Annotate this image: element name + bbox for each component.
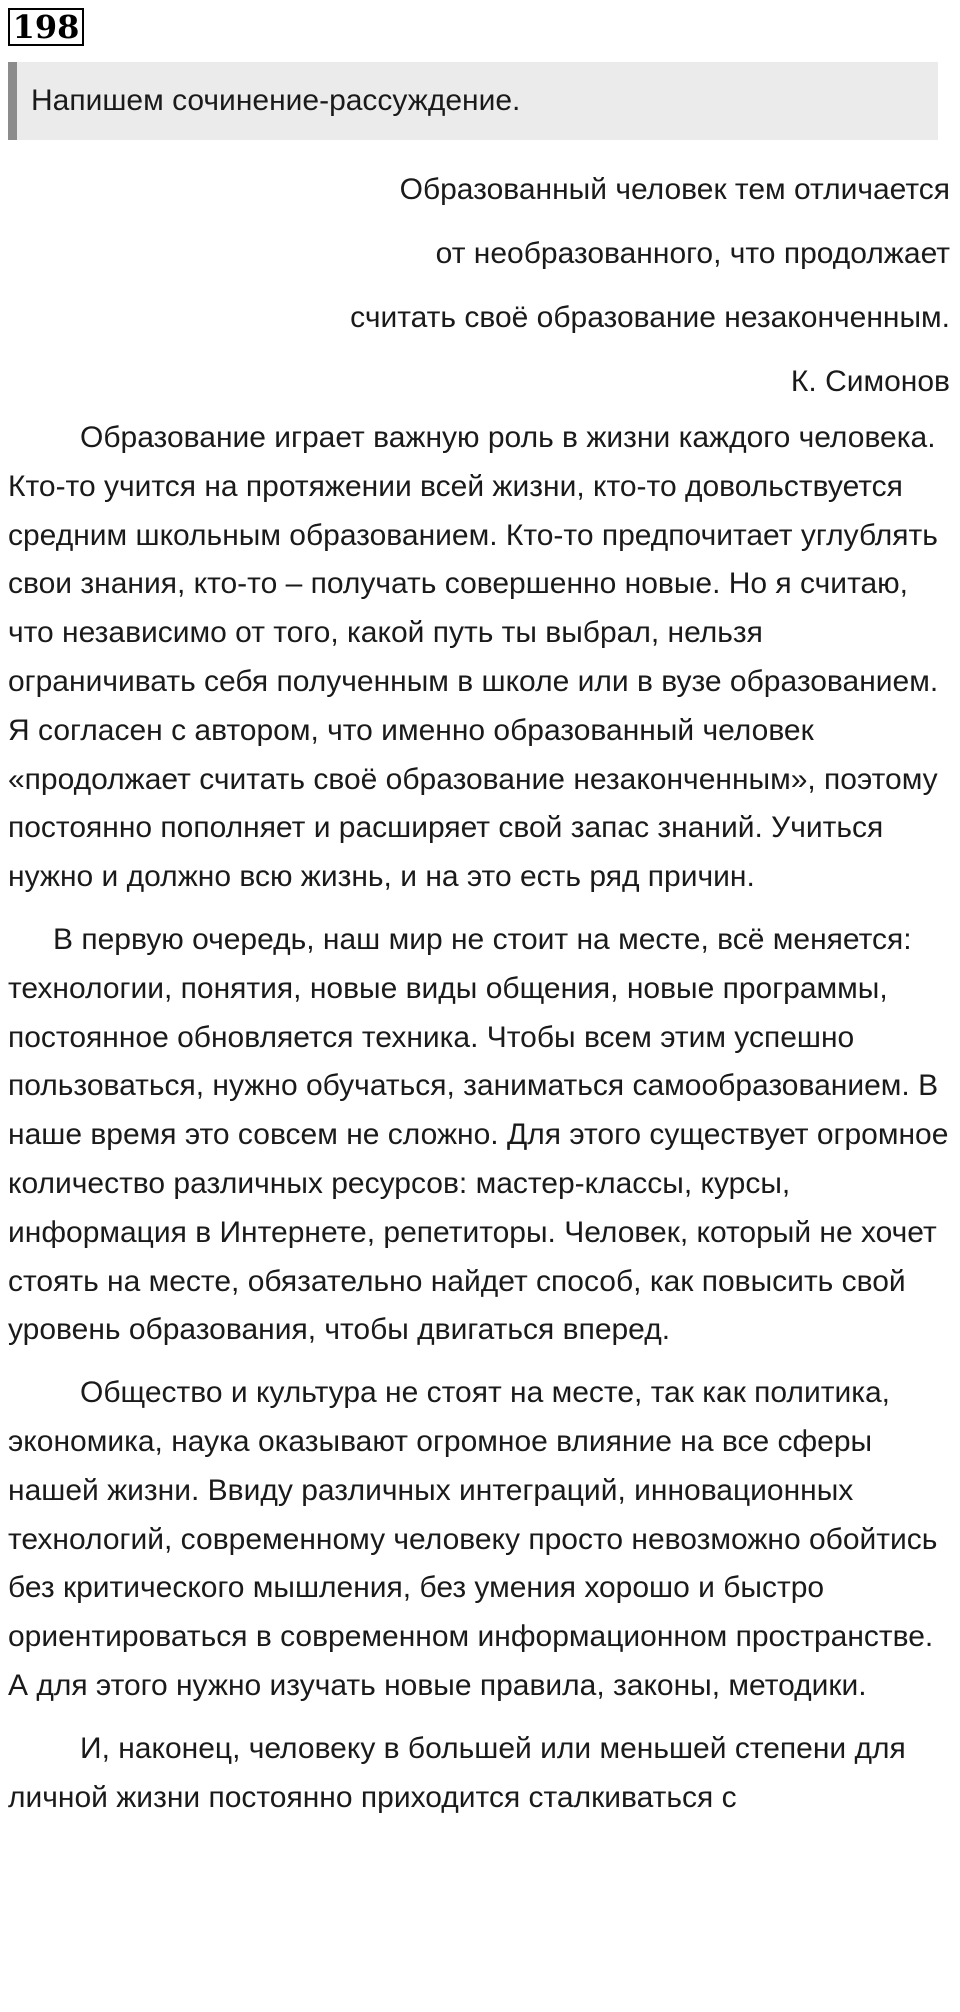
- assignment-banner: [8, 62, 938, 140]
- essay-paragraph: И, наконец, человеку в большей или меньшей степени для личной жизни постоянно приходится сталкиваться с: [8, 1731, 906, 1814]
- epigraph-line: считать своё образование незаконченным.: [350, 301, 950, 334]
- epigraph-line: от необразованного, что продолжает: [435, 237, 950, 270]
- epigraph-author: К. Симонов: [790, 365, 950, 398]
- essay-body: [8, 414, 953, 1822]
- essay-paragraph: Образование играет важную роль в жизни каждого человека. Кто-то учится на протяжении всей жизни, кто-то довольствуется средним школьным образованием. Кто-то предпочитает углублять свои знания, кто-то – получать совершенно новые. Но я считаю, что независимо от того, какой путь ты выбрал, нельзя ограничивать себя полученным в школе или в вузе образованием. Я согласен с автором, что именно образованный человек «продолжает считать своё образование незаконченным», поэтому постоянно пополняет и расширяет свой запас знаний. Учиться нужно и должно всю жизнь, и на это есть ряд причин.: [8, 421, 939, 894]
- assignment-text: Напишем сочинение-рассуждение.: [31, 84, 521, 117]
- essay-paragraph: В первую очередь, наш мир не стоит на месте, всё меняется: технологии, понятия, новые виды общения, новые программы, постоянное обновляется техника. Чтобы всем этим успешно пользоваться, нужно обучаться, заниматься самообразованием. В наше время это совсем не сложно. Для этого существует огромное количество различных ресурсов: мастер-классы, курсы, информация в Интернете, репетиторы. Человек, который не хочет стоять на месте, обязательно найдет способ, как повысить свой уровень образования, чтобы двигаться вперед.: [8, 922, 949, 1347]
- task-number-box: 198: [8, 8, 84, 46]
- epigraph-line: Образованный человек тем отличается: [399, 173, 950, 206]
- essay-paragraph: Общество и культура не стоят на месте, так как политика, экономика, наука оказывают огромное влияние на все сферы нашей жизни. Ввиду различных интеграций, инновационных технологий, современному человеку просто невозможно обойтись без критического мышления, без умения хорошо и быстро ориентироваться в современном информационном пространстве. А для этого нужно изучать новые правила, законы, методики.: [8, 1376, 938, 1702]
- epigraph: [30, 158, 950, 414]
